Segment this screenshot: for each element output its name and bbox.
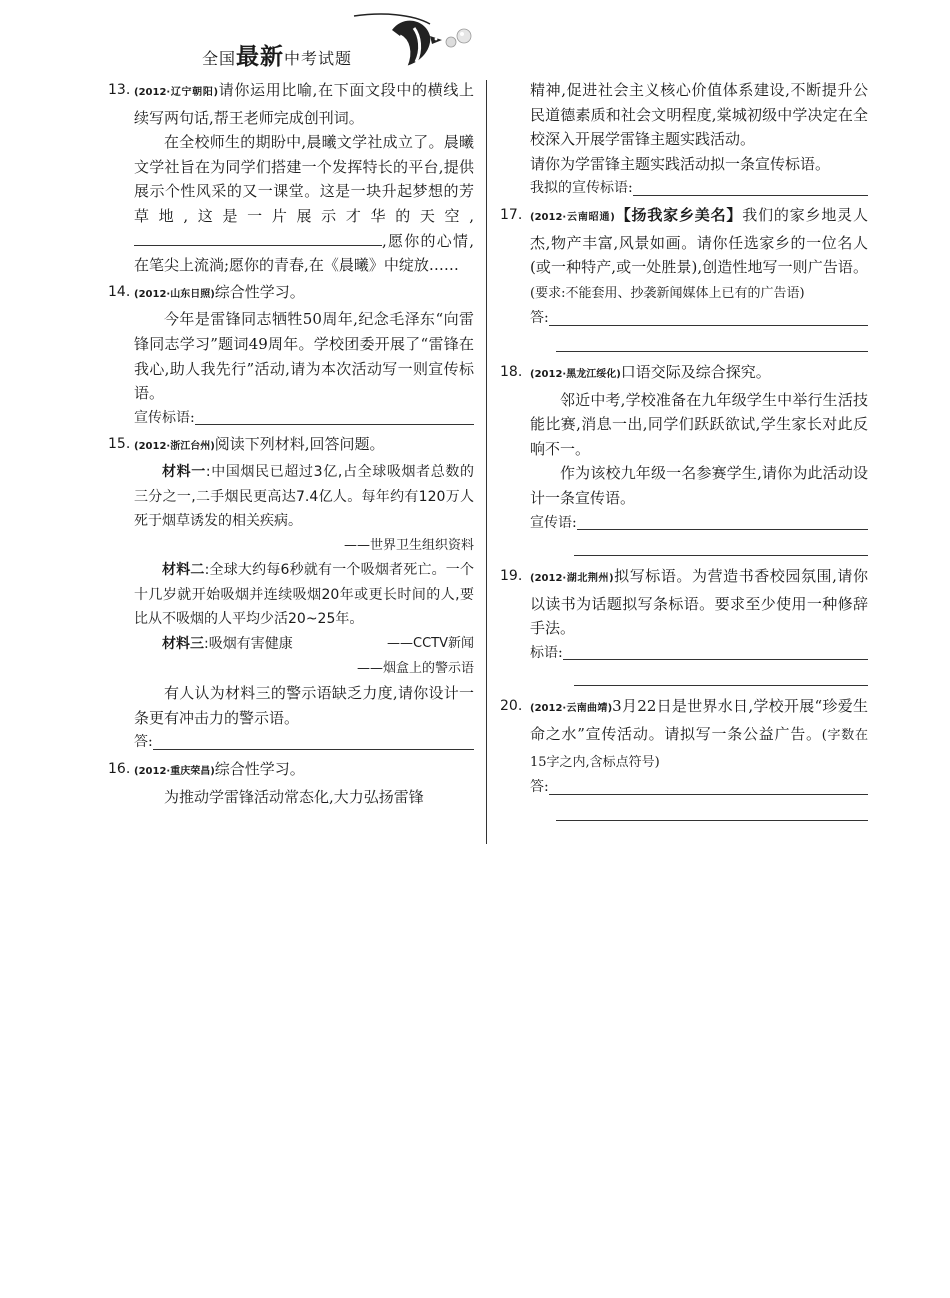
left-column [108, 78, 474, 809]
material-label: 材料一 [162, 463, 206, 480]
question-16-continued [500, 78, 868, 201]
answer-label: 答: [530, 310, 549, 327]
answer-row [530, 306, 868, 331]
material-text: :中国烟民已超过3亿,占全球吸烟者总数的三分之一,二手烟民更高达7.4亿人。每年约有120万人死于烟草诱发的相关疾病。 [134, 463, 475, 530]
question-number: 16. [108, 761, 131, 778]
question-18 [500, 360, 868, 556]
question-number: 19. [500, 568, 523, 585]
question-passage: 为推动学雷锋活动常态化,大力弘扬雷锋 [164, 787, 424, 806]
material-label: 材料二 [162, 562, 205, 579]
passage-text: ,愿你的心情,在笔尖上流淌;愿你的青春,在《晨曦》中绽放…… [134, 231, 474, 275]
answer-row [530, 775, 868, 800]
material-citation: ——世界卫生组织资料 [343, 537, 474, 553]
answer-line[interactable] [549, 778, 868, 795]
header-title-part: 中考试题 [284, 49, 353, 68]
question-prompt: 综合性学习。 [214, 760, 305, 779]
answer-line[interactable] [563, 643, 868, 660]
question-number: 14. [108, 283, 131, 300]
column-divider [486, 80, 487, 844]
material-text: :全球大约每6秒就有一个吸烟者死亡。一个十几岁就开始吸烟并连续吸烟20年或更长时间的人,要比从不吸烟的人平均少活20~25年。 [134, 562, 475, 628]
question-number: 17. [500, 206, 523, 223]
header-title [202, 38, 352, 71]
material-citation: ——烟盒上的警示语 [356, 660, 474, 676]
question-number: 15. [108, 436, 131, 453]
question-passage: 邻近中考,学校准备在九年级学生中举行生活技能比赛,消息一出,同学们跃跃欲试,学生家长对此反响不一。 [530, 390, 868, 458]
material-label: 材料三 [162, 636, 204, 653]
answer-row [134, 406, 474, 431]
question-prompt: 拟写标语。为营造书香校园氛围,请你以读书为话题拟写条标语。要求至少使用一种修辞手法。 [530, 567, 868, 638]
answer-line[interactable] [556, 331, 868, 352]
answer-line[interactable] [195, 408, 474, 425]
answer-line[interactable] [556, 800, 868, 821]
answer-line[interactable] [574, 665, 868, 686]
question-passage: 请你为学雷锋主题实践活动拟一条宣传标语。 [530, 154, 831, 173]
question-source: (2012·辽宁朝阳) [134, 87, 219, 98]
passage-text: 在全校师生的期盼中,晨曦文学社成立了。晨曦文学社旨在为同学们搭建一个发挥特长的平台,提供展示个性风采的又一课堂。这是一块升起梦想的芳草地,这是一片展示才华的天空, [134, 133, 474, 225]
answer-row [134, 730, 474, 755]
question-13 [108, 78, 474, 278]
answer-line[interactable] [574, 535, 868, 556]
answer-line[interactable] [577, 513, 868, 530]
question-number: 13. [108, 82, 131, 98]
right-column [500, 78, 868, 821]
question-note: (要求:不能套用、抄袭新闻媒体上已有的广告语) [530, 285, 805, 301]
question-source: (2012·云南曲靖) [530, 703, 613, 715]
question-passage: 精神,促进社会主义核心价值体系建设,不断提升公民道德素质和社会文明程度,棠城初级中学决定在全校深入开展学雷锋主题实践活动。 [530, 81, 868, 149]
question-passage: 作为该校九年级一名参赛学生,请你为此活动设计一条宣传语。 [530, 464, 868, 507]
material-text: :吸烟有害健康 [204, 636, 293, 653]
question-prompt: 口语交际及综合探究。 [620, 362, 771, 381]
question-prompt: 阅读下列材料,回答问题。 [214, 435, 385, 454]
question-19 [500, 564, 868, 686]
header-title-emphasis: 最新 [236, 44, 285, 70]
answer-row [530, 511, 868, 536]
question-tag: 【扬我家乡美名】 [614, 205, 743, 224]
answer-line[interactable] [153, 733, 474, 750]
question-source: (2012·重庆荣昌) [134, 766, 215, 778]
question-prompt: 综合性学习。 [214, 282, 305, 301]
header-title-part: 全国 [202, 49, 237, 68]
question-15 [108, 432, 474, 755]
question-16 [108, 757, 474, 809]
question-prompt: 请你运用比喻,在下面文段中的横线上续写两句话,帮王老师完成创刊词。 [134, 81, 474, 127]
question-prompt: 我们的家乡地灵人杰,物产丰富,风景如画。请你任选家乡的一位名人(或一种特产,或一处胜景),创造性地写一则广告语。 [530, 205, 868, 277]
question-prompt: 3月22日是世界水日,学校开展“珍爱生命之水”宣传活动。请拟写一条公益广告。 [530, 697, 868, 744]
answer-label: 标语: [530, 644, 563, 661]
answer-label: 答: [530, 779, 549, 796]
answer-label: 我拟的宣传标语: [530, 180, 633, 197]
question-number: 18. [500, 363, 523, 380]
answer-label: 宣传语: [530, 514, 577, 531]
material-citation: ——CCTV新闻 [387, 636, 474, 652]
answer-row [530, 176, 868, 201]
question-source: (2012·黑龙江绥化) [530, 368, 621, 380]
question-17 [500, 203, 868, 352]
question-20 [500, 694, 868, 820]
fill-blank[interactable] [134, 229, 382, 246]
question-source: (2012·浙江台州) [134, 441, 215, 453]
answer-label: 宣传标语: [134, 409, 195, 426]
question-source: (2012·云南昭通) [530, 211, 615, 223]
question-source: (2012·湖北荆州) [530, 573, 614, 585]
question-passage: 今年是雷锋同志牺牲50周年,纪念毛泽东“向雷锋同志学习”题词49周年。学校团委开展了“雷锋在我心,助人我先行”活动,请为本次活动写一则宣传标语。 [134, 310, 474, 403]
answer-row [530, 641, 868, 666]
question-source: (2012·山东日照) [134, 288, 215, 300]
answer-line[interactable] [633, 179, 868, 196]
answer-line[interactable] [549, 309, 868, 326]
page-header [160, 10, 480, 72]
question-14 [108, 280, 474, 431]
answer-label: 答: [134, 734, 153, 751]
fish-logo-icon [352, 10, 472, 72]
question-note: (字数在15字之内,含标点符号) [530, 728, 869, 770]
question-passage: 有人认为材料三的警示语缺乏力度,请你设计一条更有冲击力的警示语。 [134, 684, 474, 727]
question-number: 20. [500, 698, 523, 715]
